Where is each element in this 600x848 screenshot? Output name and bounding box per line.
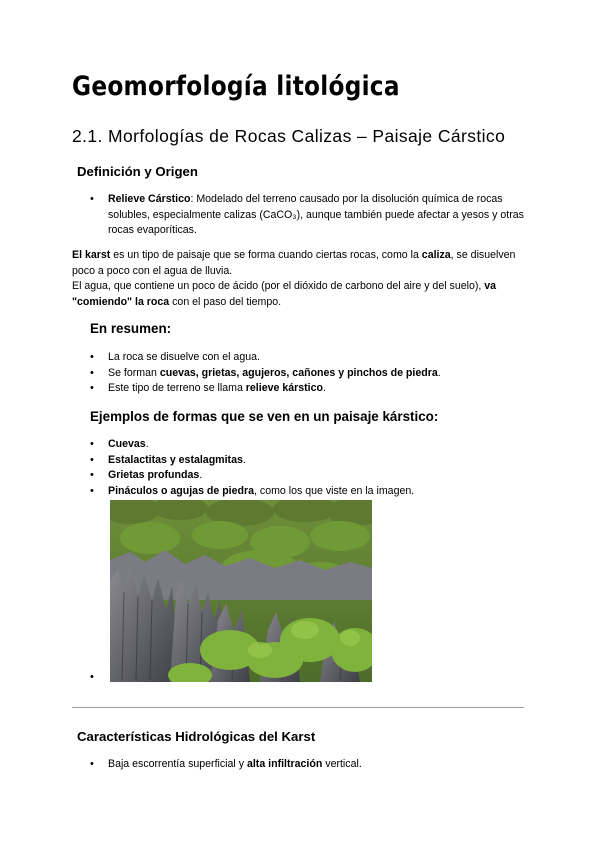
comiendo-term: va "comiendo" la roca — [72, 280, 497, 308]
item-text: . — [322, 382, 326, 394]
list-item — [90, 468, 530, 484]
item-text: Se forman — [108, 366, 160, 379]
list-item — [90, 366, 530, 382]
karst-term: El karst — [72, 249, 111, 261]
item-bold: Pináculos o agujas de piedra — [108, 484, 255, 497]
item-text: vertical. — [322, 758, 362, 770]
relieve-term: Relieve Cárstico — [108, 193, 191, 205]
hidro-heading: Características Hidrológicas del Karst — [77, 729, 316, 744]
ejemplos-list — [90, 437, 530, 499]
item-bold: Estalactitas y estalagmitas — [108, 453, 243, 466]
karst-text: es un tipo de paisaje que se forma cuando ciertas rocas, como la — [110, 249, 422, 261]
page-title: Geomorfología litológica — [72, 71, 400, 102]
definicion-heading: Definición y Origen — [77, 164, 198, 179]
karst-text: El agua, que contiene un poco de ácido (por el dióxido de carbono del aire y del suelo), — [72, 280, 485, 292]
empty-bullet: • — [90, 671, 94, 683]
item-text: . — [437, 366, 441, 379]
ejemplos-heading: Ejemplos de formas que se ven en un paisaje kárstico: — [90, 409, 439, 424]
list-item — [90, 453, 530, 469]
resumen-list — [90, 350, 530, 397]
item-text: . — [199, 469, 203, 481]
item-text: , como los que viste en la imagen. — [254, 484, 415, 497]
list-item — [90, 192, 530, 239]
item-bold: Grietas profundas — [108, 469, 200, 481]
relieve-definition: : Modelado del terreno causado por la disolución química de rocas solubles, especialmente calizas (CaCO₃), aunque también puede afectar a yesos y otras rocas evaporíticas. — [108, 193, 524, 236]
definicion-list — [90, 192, 530, 239]
section-title: 2.1. Morfologías de Rocas Calizas – Paisaje Cárstico — [72, 126, 506, 146]
karst-text: con el paso del tiempo. — [169, 295, 282, 308]
hidro-list — [90, 757, 530, 773]
list-item — [90, 484, 530, 500]
item-bold: alta infiltración — [246, 758, 323, 770]
list-item — [90, 381, 530, 397]
karst-text: , se disuelven poco a poco con el agua de lluvia. — [72, 249, 516, 277]
item-bold: relieve kárstico — [245, 382, 323, 394]
item-bold: cuevas, grietas, agujeros, cañones y pinchos de piedra — [159, 366, 438, 379]
item-text: Baja escorrentía superficial y — [108, 758, 247, 770]
karst-paragraph — [72, 248, 532, 310]
item-text: Este tipo de terreno se llama — [108, 382, 246, 394]
item-bold: Cuevas — [108, 438, 146, 450]
list-item — [90, 757, 530, 773]
section-divider — [72, 707, 524, 708]
item-text: . — [242, 453, 246, 466]
resumen-heading: En resumen: — [90, 321, 172, 336]
item-text: . — [145, 438, 149, 450]
list-item: • La roca se disuelve con el agua. — [90, 350, 530, 366]
caliza-term: caliza — [421, 249, 451, 261]
karst-pinnacles-photo — [110, 500, 372, 682]
list-item — [90, 437, 530, 453]
